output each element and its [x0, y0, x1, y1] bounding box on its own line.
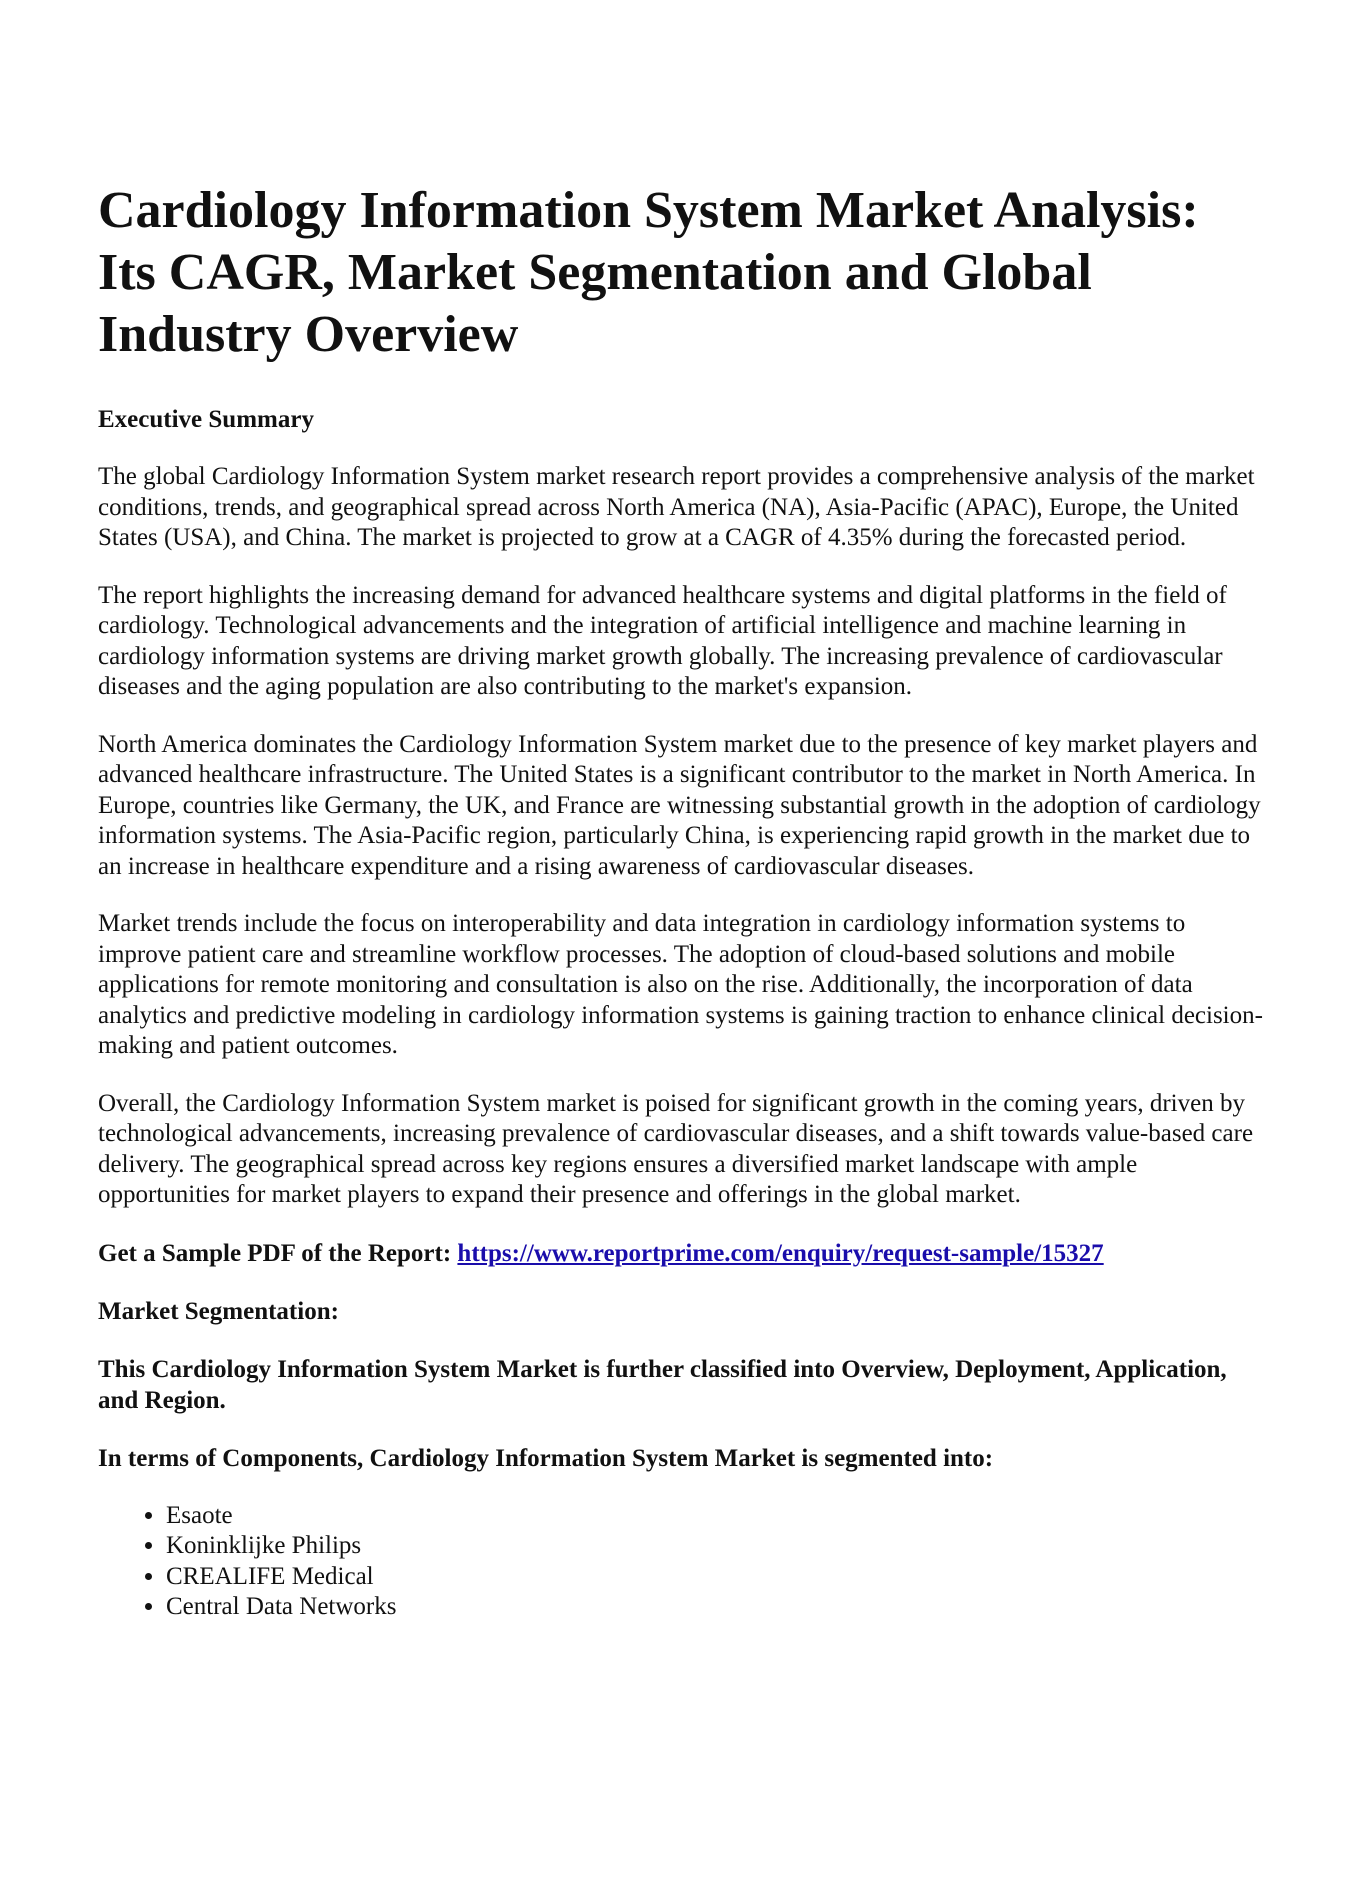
sample-pdf-label: Get a Sample PDF of the Report: [98, 1239, 458, 1267]
sample-pdf-line [98, 1238, 1268, 1269]
paragraph-trends: Market trends include the focus on interoperability and data integration in cardiology information systems to improve patient care and streamline workflow processes. The adoption of cloud-based solutions and mobile applications for remote monitoring and consultation is also on the rise. Additionally, the incorporation of data analytics and predictive modeling in cardiology information systems is gaining traction to enhance clinical decision-making and patient outcomes. [98, 910, 1263, 1059]
list-item: • CREALIFE Medical [166, 1562, 1268, 1593]
components-heading: In terms of Components, Cardiology Information System Market is segmented into: [98, 1444, 994, 1472]
paragraph-intro: The global Cardiology Information System market research report provides a comprehensive analysis of the market conditions, trends, and geographical spread across North America (NA), Asia-Pacific (APAC), Europe, the United States (USA), and China. The market is projected to grow at a CAGR of 4.35% during the forecasted period. [98, 463, 1255, 551]
paragraph-regions: North America dominates the Cardiology Information System market due to the presence of key market players and advanced healthcare infrastructure. The United States is a significant contributor to the market in North America. In Europe, countries like Germany, the UK, and France are witnessing substantial growth in the adoption of cardiology information systems. The Asia-Pacific region, particularly China, is experiencing rapid growth in the market due to an increase in healthcare expenditure and a rising awareness of cardiovascular diseases. [98, 730, 1261, 880]
executive-summary-heading: Executive Summary [98, 406, 314, 433]
components-list [98, 1501, 1268, 1623]
segmentation-heading: Market Segmentation: [98, 1297, 339, 1325]
classification-text: This Cardiology Information System Market is further classified into Overview, Deployment, Application, and Region. [98, 1355, 1227, 1414]
list-item: • Central Data Networks [166, 1592, 1268, 1623]
page-title: Cardiology Information System Market Analysis: Its CAGR, Market Segmentation and Global Industry Overview [98, 182, 1199, 363]
paragraph-overall: Overall, the Cardiology Information System market is poised for significant growth in the coming years, driven by technological advancements, increasing prevalence of cardiovascular diseases, and a shift towards value-based care delivery. The geographical spread across key regions ensures a diversified market landscape with ample opportunities for market players to expand their presence and offerings in the global market. [98, 1089, 1254, 1208]
list-item: • Koninklijke Philips [166, 1531, 1268, 1562]
list-item: • Esaote [166, 1501, 1268, 1532]
paragraph-drivers: The report highlights the increasing demand for advanced healthcare systems and digital platforms in the field of cardiology. Technological advancements and the integration of artificial intelligence and machine learning in cardiology information systems are driving market growth globally. The increasing prevalence of cardiovascular diseases and the aging population are also contributing to the market's expansion. [98, 581, 1227, 700]
sample-pdf-link[interactable]: https://www.reportprime.com/enquiry/request-sample/15327 [457, 1239, 1104, 1267]
document-page [98, 180, 1268, 1623]
